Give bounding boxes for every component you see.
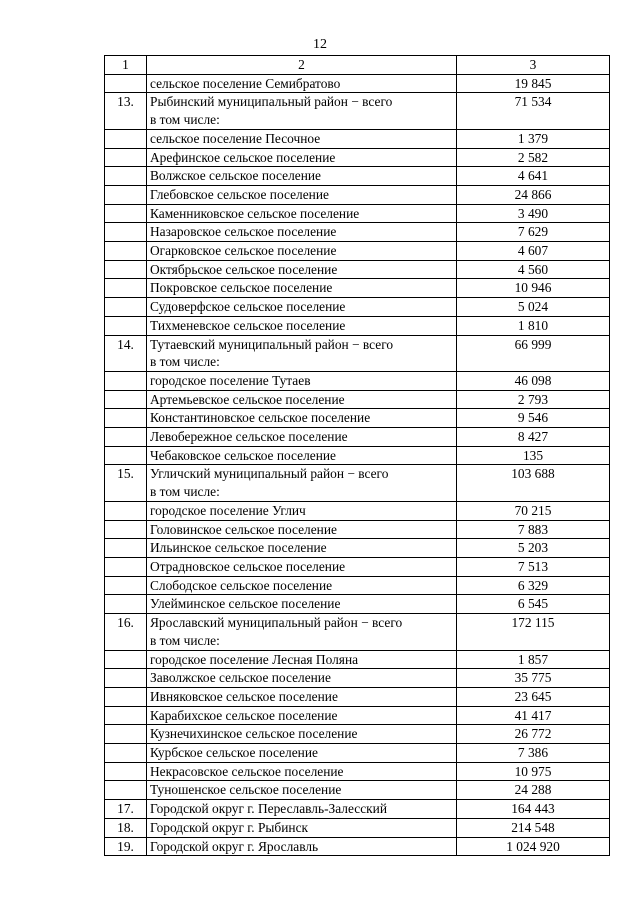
row-value: 2 793: [457, 390, 610, 409]
row-value: 103 688: [457, 465, 610, 501]
column-header-number: 1: [105, 56, 147, 75]
row-name-text: Каменниковское сельское поселение: [150, 205, 360, 221]
row-value: 66 999: [457, 335, 610, 371]
row-number: 16.: [105, 614, 147, 650]
row-name: [147, 557, 457, 576]
row-name-text: сельское поселение Песочное: [150, 130, 321, 146]
row-number: [105, 298, 147, 317]
row-name: [147, 148, 457, 167]
table-row: [105, 725, 610, 744]
row-number: [105, 687, 147, 706]
row-value: 24 288: [457, 781, 610, 800]
row-name-text: Карабихское сельское поселение: [150, 707, 338, 723]
row-name: [147, 204, 457, 223]
row-name-text: Тутаевский муниципальный район − всего: [150, 336, 394, 352]
row-name-text: Заволжское сельское поселение: [150, 670, 331, 686]
row-number: [105, 316, 147, 335]
row-name-text: Ивняковское сельское поселение: [150, 688, 338, 704]
table-row: [105, 706, 610, 725]
row-value: 46 098: [457, 371, 610, 390]
row-name: [147, 335, 457, 371]
row-value: 19 845: [457, 74, 610, 93]
row-value: 1 379: [457, 129, 610, 148]
table-header-row: [105, 56, 610, 75]
row-name-text: Чебаковское сельское поселение: [150, 447, 336, 463]
row-name-text: Кузнечихинское сельское поселение: [150, 726, 358, 742]
row-number: [105, 669, 147, 688]
row-name: [147, 446, 457, 465]
row-name: [147, 687, 457, 706]
table-row: [105, 465, 610, 501]
row-number: [105, 595, 147, 614]
table-row: [105, 204, 610, 223]
row-name-text: Рыбинский муниципальный район − всего: [150, 94, 393, 110]
row-name: [147, 242, 457, 261]
row-number: [105, 371, 147, 390]
table-row: [105, 539, 610, 558]
row-name-text: Угличский муниципальный район − всего: [150, 466, 389, 482]
row-value: 3 490: [457, 204, 610, 223]
row-name: [147, 93, 457, 129]
row-name: [147, 650, 457, 669]
row-value: 1 810: [457, 316, 610, 335]
row-name: [147, 725, 457, 744]
table-row: [105, 446, 610, 465]
row-name-text: городское поселение Лесная Поляна: [150, 651, 359, 667]
row-value: 6 329: [457, 576, 610, 595]
row-name: [147, 129, 457, 148]
row-name: [147, 390, 457, 409]
row-name-text: городское поселение Углич: [150, 502, 306, 518]
table-row: [105, 74, 610, 93]
row-name-text: Городской округ г. Ярославль: [150, 838, 319, 854]
row-value: 35 775: [457, 669, 610, 688]
row-value: 5 203: [457, 539, 610, 558]
row-name-text: сельское поселение Семибратово: [150, 75, 341, 91]
row-number: [105, 520, 147, 539]
row-subname-text: в том числе:: [150, 112, 220, 128]
row-value: 10 975: [457, 762, 610, 781]
row-number: 18.: [105, 818, 147, 837]
row-number: 17.: [105, 800, 147, 819]
row-value: 4 607: [457, 242, 610, 261]
row-name: [147, 706, 457, 725]
row-number: [105, 279, 147, 298]
row-number: 14.: [105, 335, 147, 371]
row-number: [105, 446, 147, 465]
row-name: [147, 837, 457, 856]
table-row: [105, 428, 610, 447]
row-number: 15.: [105, 465, 147, 501]
row-value: 23 645: [457, 687, 610, 706]
row-name-text: Артемьевское сельское поселение: [150, 391, 345, 407]
table-body: [105, 56, 610, 856]
table-row: [105, 185, 610, 204]
column-header-value: 3: [457, 56, 610, 75]
row-name: [147, 428, 457, 447]
table-row: [105, 762, 610, 781]
table-row: [105, 335, 610, 371]
table-row: [105, 576, 610, 595]
population-table: [104, 55, 610, 856]
row-value: 8 427: [457, 428, 610, 447]
row-number: [105, 744, 147, 763]
row-value: 4 560: [457, 260, 610, 279]
row-number: [105, 223, 147, 242]
row-number: [105, 650, 147, 669]
row-number: [105, 204, 147, 223]
row-name-text: городское поселение Тутаев: [150, 372, 311, 388]
row-name-text: Ярославский муниципальный район − всего: [150, 615, 403, 631]
table-row: [105, 614, 610, 650]
row-value: 1 024 920: [457, 837, 610, 856]
row-name: [147, 781, 457, 800]
table-row: [105, 781, 610, 800]
row-value: 214 548: [457, 818, 610, 837]
table-row: [105, 669, 610, 688]
page-number: 12: [313, 37, 327, 52]
row-number: [105, 576, 147, 595]
row-name-text: Арефинское сельское поселение: [150, 149, 336, 165]
row-number: [105, 557, 147, 576]
table-row: [105, 744, 610, 763]
row-value: 1 857: [457, 650, 610, 669]
row-name: [147, 744, 457, 763]
table-row: [105, 595, 610, 614]
table-row: [105, 520, 610, 539]
row-name: [147, 595, 457, 614]
row-name-text: Тихменевское сельское поселение: [150, 317, 346, 333]
row-subname-text: в том числе:: [150, 484, 220, 500]
table-row: [105, 390, 610, 409]
table-row: [105, 800, 610, 819]
row-value: 9 546: [457, 409, 610, 428]
row-value: 71 534: [457, 93, 610, 129]
table-row: [105, 148, 610, 167]
row-name-text: Головинское сельское поселение: [150, 521, 337, 537]
row-number: [105, 148, 147, 167]
row-value: 24 866: [457, 185, 610, 204]
row-name-text: Городской округ г. Переславль-Залесский: [150, 801, 387, 817]
table-row: [105, 687, 610, 706]
row-value: 7 386: [457, 744, 610, 763]
row-subname-text: в том числе:: [150, 354, 220, 370]
table-row: [105, 650, 610, 669]
row-name: [147, 614, 457, 650]
row-number: [105, 725, 147, 744]
row-name-text: Октябрьское сельское поселение: [150, 261, 338, 277]
row-value: 5 024: [457, 298, 610, 317]
table-row: [105, 557, 610, 576]
table-row: [105, 316, 610, 335]
row-name-text: Ильинское сельское поселение: [150, 540, 327, 556]
row-number: [105, 539, 147, 558]
row-number: [105, 185, 147, 204]
row-name-text: Улейминское сельское поселение: [150, 596, 341, 612]
row-name-text: Огарковское сельское поселение: [150, 243, 337, 259]
row-name-text: Некрасовское сельское поселение: [150, 763, 344, 779]
row-name-text: Отрадновское сельское поселение: [150, 558, 346, 574]
row-name: [147, 260, 457, 279]
row-name-text: Покровское сельское поселение: [150, 280, 333, 296]
row-value: 164 443: [457, 800, 610, 819]
row-value: 2 582: [457, 148, 610, 167]
row-name: [147, 818, 457, 837]
row-name: [147, 520, 457, 539]
row-name: [147, 167, 457, 186]
row-name-text: Назаровское сельское поселение: [150, 224, 337, 240]
table-row: [105, 818, 610, 837]
row-name-text: Волжское сельское поселение: [150, 168, 321, 184]
row-name: [147, 298, 457, 317]
row-name-text: Глебовское сельское поселение: [150, 186, 329, 202]
row-name: [147, 409, 457, 428]
row-name-text: Туношенское сельское поселение: [150, 782, 342, 798]
row-value: 7 629: [457, 223, 610, 242]
row-number: 19.: [105, 837, 147, 856]
row-name-text: Константиновское сельское поселение: [150, 410, 371, 426]
row-name: [147, 669, 457, 688]
row-number: [105, 242, 147, 261]
row-number: [105, 409, 147, 428]
table-row: [105, 93, 610, 129]
row-name-text: Судоверфское сельское поселение: [150, 299, 346, 315]
row-value: 7 513: [457, 557, 610, 576]
row-number: [105, 260, 147, 279]
table-row: [105, 501, 610, 520]
table-row: [105, 167, 610, 186]
row-value: 7 883: [457, 520, 610, 539]
table-row: [105, 223, 610, 242]
table-row: [105, 260, 610, 279]
row-number: [105, 129, 147, 148]
row-name-text: Курбское сельское поселение: [150, 745, 318, 761]
row-number: [105, 74, 147, 93]
row-name-text: Городской округ г. Рыбинск: [150, 819, 309, 835]
row-value: 70 215: [457, 501, 610, 520]
row-name-text: Левобережное сельское поселение: [150, 429, 348, 445]
table-row: [105, 298, 610, 317]
row-value: 26 772: [457, 725, 610, 744]
row-number: [105, 706, 147, 725]
row-number: [105, 428, 147, 447]
row-name: [147, 465, 457, 501]
row-subname-text: в том числе:: [150, 632, 220, 648]
row-name: [147, 501, 457, 520]
table-row: [105, 242, 610, 261]
table-row: [105, 129, 610, 148]
row-value: 10 946: [457, 279, 610, 298]
column-header-name: 2: [147, 56, 457, 75]
row-number: 13.: [105, 93, 147, 129]
row-name: [147, 279, 457, 298]
row-name: [147, 762, 457, 781]
row-name: [147, 576, 457, 595]
row-name: [147, 74, 457, 93]
row-name: [147, 371, 457, 390]
row-name-text: Слободское сельское поселение: [150, 577, 333, 593]
row-number: [105, 501, 147, 520]
row-value: 41 417: [457, 706, 610, 725]
row-name: [147, 223, 457, 242]
table-row: [105, 837, 610, 856]
row-name: [147, 800, 457, 819]
row-number: [105, 390, 147, 409]
table-row: [105, 409, 610, 428]
row-value: 172 115: [457, 614, 610, 650]
row-name: [147, 539, 457, 558]
row-name: [147, 316, 457, 335]
row-name: [147, 185, 457, 204]
row-value: 135: [457, 446, 610, 465]
table-row: [105, 371, 610, 390]
row-number: [105, 167, 147, 186]
table-row: [105, 279, 610, 298]
row-value: 6 545: [457, 595, 610, 614]
row-number: [105, 781, 147, 800]
row-number: [105, 762, 147, 781]
row-value: 4 641: [457, 167, 610, 186]
